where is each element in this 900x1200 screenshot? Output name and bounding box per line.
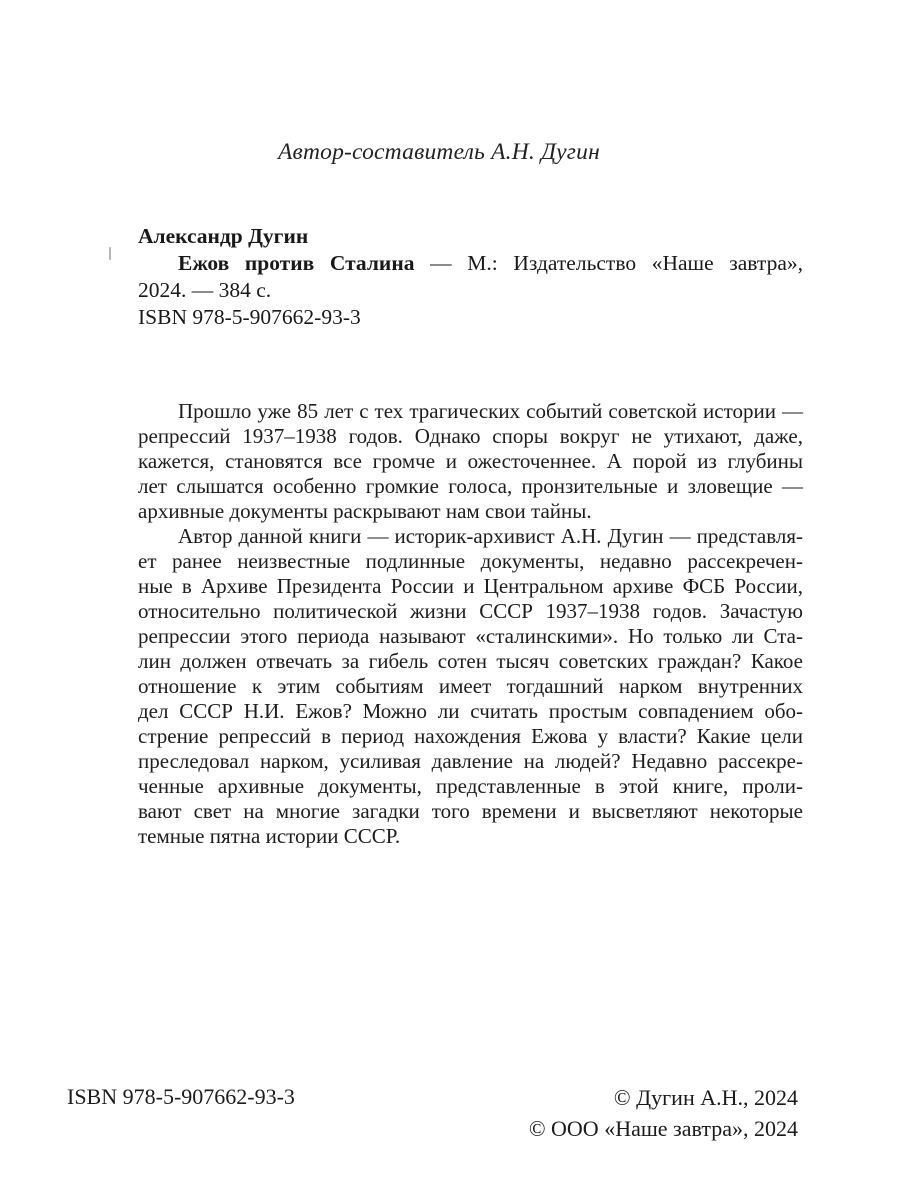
- annotation-line: темные пятна истории СССР.: [138, 824, 401, 848]
- bibliographic-block: [138, 223, 803, 331]
- annotation-line: лет слышатся особенно громкие голоса, пронзительные и зловещие —: [138, 474, 803, 498]
- book-title: Ежов против Сталина: [178, 251, 415, 275]
- annotation-line: репрессии этого периода называют «сталинскими». Но только ли Ста-: [138, 624, 803, 648]
- scan-artifact-mark: [109, 247, 111, 260]
- annotation-line: ные в Архиве Президента России и Центральном архиве ФСБ России,: [138, 574, 803, 598]
- book-author: Александр Дугин: [138, 224, 309, 248]
- annotation-line: преследовал нарком, усиливая давление на людей? Недавно рассекре-: [138, 749, 803, 773]
- annotation-line: репрессий 1937–1938 годов. Однако споры вокруг не утихают, даже,: [138, 424, 803, 448]
- isbn-line: ISBN 978-5-907662-93-3: [138, 305, 361, 329]
- footer-isbn: ISBN 978-5-907662-93-3: [67, 1084, 295, 1109]
- annotation-line: лин должен отвечать за гибель сотен тысяч советских граждан? Какое: [138, 649, 803, 673]
- copyright-publisher-line: © ООО «Наше завтра», 2024: [528, 1116, 798, 1141]
- title-imprint-line: [138, 250, 803, 277]
- annotation-line: Прошло уже 85 лет с тех трагических событий советской истории —: [178, 399, 803, 423]
- annotation-line: стрение репрессий в период нахождения Ежова у власти? Какие цели: [138, 724, 803, 748]
- annotation-line: отношение к этим событиям имеет тогдашний нарком внутренних: [138, 674, 803, 698]
- copyright-author-line: © Дугин А.Н., 2024: [613, 1085, 798, 1110]
- author-compiler-heading: Автор-составитель А.Н. Дугин: [278, 139, 600, 165]
- annotation-line: архивные документы раскрывают нам свои тайны.: [138, 499, 592, 523]
- annotation-line: вают свет на многие загадки того времени и высветляют некоторые: [138, 799, 803, 823]
- imprint-text: — М.: Издательство «Наше завтра»,: [430, 251, 803, 275]
- annotation-line: дел СССР Н.И. Ежов? Можно ли считать простым совпадением обо-: [138, 699, 803, 723]
- annotation-line: кажется, становятся все громче и ожесточеннее. А порой из глубины: [138, 449, 803, 473]
- annotation-block: [138, 399, 803, 849]
- annotation-line: ченные архивные документы, представленные в этой книге, проли-: [138, 774, 803, 798]
- copyright-block: [529, 1082, 798, 1144]
- annotation-line: Автор данной книги — историк-архивист А.Н. Дугин — представля-: [178, 524, 803, 548]
- annotation-line: ет ранее неизвестные подлинные документы, недавно рассекречен-: [138, 549, 803, 573]
- annotation-line: относительно политической жизни СССР 1937–1938 годов. Зачастую: [138, 599, 803, 623]
- year-pages-line: 2024. — 384 с.: [138, 278, 272, 302]
